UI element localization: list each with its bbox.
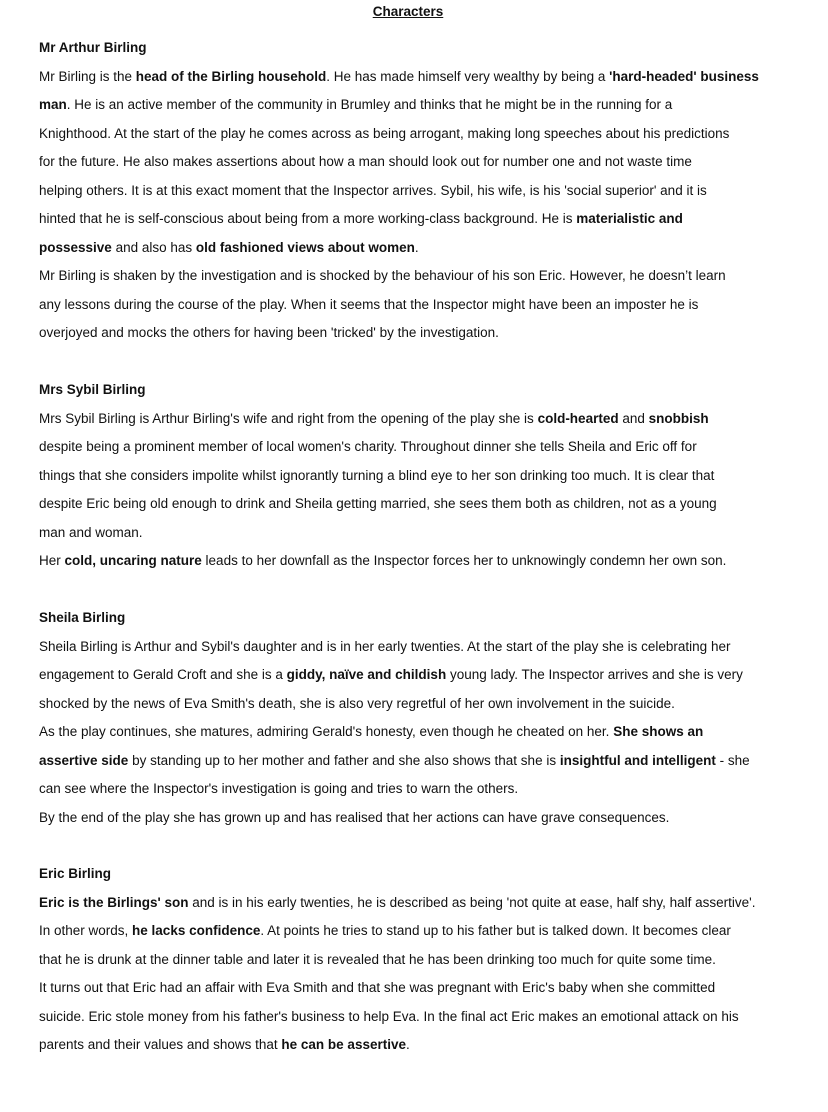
section-arthur-birling bbox=[39, 34, 799, 348]
text-run: any lessons during the course of the play. When it seems that the Inspector might have been an imposter he is bbox=[39, 296, 699, 312]
bold-text-run: cold-hearted bbox=[537, 410, 619, 426]
section-heading: Eric Birling bbox=[39, 866, 112, 881]
section-body bbox=[39, 63, 799, 348]
section-sheila-birling bbox=[39, 604, 799, 832]
text-line bbox=[39, 234, 799, 263]
text-run: despite being a prominent member of local women's charity. Throughout dinner she tells Sheila and Eric off for bbox=[39, 439, 697, 454]
bold-text-run: man bbox=[39, 97, 67, 112]
text-line bbox=[39, 262, 799, 291]
text-run: . He is an active member of the community in Brumley and thinks that he might be in the running for a bbox=[66, 97, 673, 112]
text-line bbox=[39, 148, 799, 177]
text-run: hinted that he is self-conscious about being from a more working-class background. He is bbox=[39, 211, 577, 226]
text-run: and bbox=[618, 410, 649, 426]
text-run: that he is drunk at the dinner table and later it is revealed that he has been drinking too much for quite some time. bbox=[39, 951, 716, 967]
text-run: despite Eric being old enough to drink and Sheila getting married, she sees them both as children, not as a young bbox=[39, 496, 717, 511]
text-run: . bbox=[414, 239, 419, 255]
text-run: helping others. It is at this exact moment that the Inspector arrives. Sybil, his wife, is his 'social superior' and it is bbox=[39, 182, 707, 198]
text-run: Sheila Birling is Arthur and Sybil's daughter and is in her early twenties. At the start of the play she is celebrating her bbox=[39, 638, 731, 654]
text-run: for the future. He also makes assertions about how a man should look out for number one and not waste time bbox=[39, 154, 692, 169]
text-run: can see where the Inspector's investigation is going and tries to warn the others. bbox=[39, 781, 519, 796]
bold-text-run: insightful and intelligent bbox=[559, 752, 716, 768]
text-run: and also has bbox=[111, 239, 196, 255]
text-run: By the end of the play she has grown up and has realised that her actions can have grave consequences. bbox=[39, 809, 670, 825]
text-line bbox=[39, 405, 799, 434]
section-body bbox=[39, 889, 799, 1060]
text-line bbox=[39, 177, 799, 206]
section-body bbox=[39, 405, 799, 576]
bold-text-run: possessive bbox=[39, 239, 112, 255]
text-run: suicide. Eric stole money from his father's business to help Eva. In the final act Eric makes an emotional attack on his bbox=[39, 1008, 739, 1024]
bold-text-run: snobbish bbox=[648, 410, 709, 426]
text-line bbox=[39, 547, 799, 576]
bold-text-run: Eric is the Birlings' son bbox=[39, 894, 189, 910]
text-run: and is in his early twenties, he is described as being 'not quite at ease, half shy, half assertive'. bbox=[188, 894, 756, 910]
text-line bbox=[39, 1003, 799, 1032]
text-line bbox=[39, 633, 799, 662]
text-run: In other words, bbox=[39, 923, 133, 938]
bold-text-run: he lacks confidence bbox=[132, 923, 261, 938]
section-heading: Mr Arthur Birling bbox=[39, 40, 147, 55]
text-line bbox=[39, 974, 799, 1003]
text-run: leads to her downfall as the Inspector forces her to unknowingly condemn her own son. bbox=[201, 553, 727, 568]
text-line bbox=[39, 319, 799, 348]
text-line bbox=[39, 205, 799, 234]
bold-text-run: She shows an bbox=[613, 724, 704, 739]
text-run: parents and their values and shows that bbox=[39, 1037, 282, 1052]
bold-text-run: cold, uncaring nature bbox=[64, 553, 202, 568]
text-run: young lady. The Inspector arrives and she is very bbox=[446, 667, 743, 682]
text-run: As the play continues, she matures, admiring Gerald's honesty, even though he cheated on her. bbox=[39, 724, 614, 739]
bold-text-run: assertive side bbox=[39, 752, 129, 768]
text-run: Mrs Sybil Birling is Arthur Birling's wife and right from the opening of the play she is bbox=[39, 410, 538, 426]
section-sybil-birling bbox=[39, 376, 799, 576]
bold-text-run: old fashioned views about women bbox=[195, 239, 415, 255]
bold-text-run: giddy, naïve and childish bbox=[286, 667, 447, 682]
text-run: - she bbox=[715, 752, 750, 768]
page-title: Characters bbox=[372, 4, 444, 19]
text-line bbox=[39, 433, 799, 462]
section-body bbox=[39, 633, 799, 833]
bold-text-run: he can be assertive bbox=[281, 1037, 406, 1052]
text-line bbox=[39, 1031, 799, 1060]
text-line bbox=[39, 661, 799, 690]
section-eric-birling bbox=[39, 860, 799, 1060]
text-line bbox=[39, 718, 799, 747]
section-heading: Mrs Sybil Birling bbox=[39, 382, 146, 397]
text-run: engagement to Gerald Croft and she is a bbox=[39, 667, 287, 682]
text-run: by standing up to her mother and father and she also shows that she is bbox=[128, 752, 560, 768]
text-run: Mr Birling is the bbox=[39, 68, 136, 84]
text-line bbox=[39, 120, 799, 149]
bold-text-run: 'hard-headed' business bbox=[609, 68, 759, 84]
section-heading: Sheila Birling bbox=[39, 610, 126, 625]
text-run: Mr Birling is shaken by the investigation and is shocked by the behaviour of his son Eric. However, he doesn’t learn bbox=[39, 268, 726, 283]
text-line bbox=[39, 519, 799, 548]
text-line bbox=[39, 946, 799, 975]
text-line bbox=[39, 917, 799, 946]
text-line bbox=[39, 490, 799, 519]
text-line bbox=[39, 775, 799, 804]
text-line bbox=[39, 462, 799, 491]
text-line bbox=[39, 291, 799, 320]
bold-text-run: materialistic and bbox=[576, 211, 683, 226]
text-run: things that she considers impolite whilst ignorantly turning a blind eye to her son drinking too much. It is clear that bbox=[39, 467, 715, 483]
text-run: man and woman. bbox=[39, 524, 143, 540]
text-run: . At points he tries to stand up to his father but is talked down. It becomes clear bbox=[260, 923, 731, 938]
text-line bbox=[39, 889, 799, 918]
text-run: It turns out that Eric had an affair with Eva Smith and that she was pregnant with Eric's baby when she committed bbox=[39, 980, 716, 995]
bold-text-run: head of the Birling household bbox=[135, 68, 327, 84]
text-run: shocked by the news of Eva Smith's death, she is also very regretful of her own involvement in the suicide. bbox=[39, 695, 675, 711]
text-run: . bbox=[405, 1037, 410, 1052]
text-run: Knighthood. At the start of the play he comes across as being arrogant, making long speeches about his predictions bbox=[39, 125, 730, 141]
text-line bbox=[39, 747, 799, 776]
text-run: Her bbox=[39, 553, 65, 568]
text-line bbox=[39, 690, 799, 719]
text-run: overjoyed and mocks the others for having been 'tricked' by the investigation. bbox=[39, 325, 499, 340]
text-run: . He has made himself very wealthy by being a bbox=[326, 68, 610, 84]
text-line bbox=[39, 63, 799, 92]
text-line bbox=[39, 91, 799, 120]
text-line bbox=[39, 804, 799, 833]
